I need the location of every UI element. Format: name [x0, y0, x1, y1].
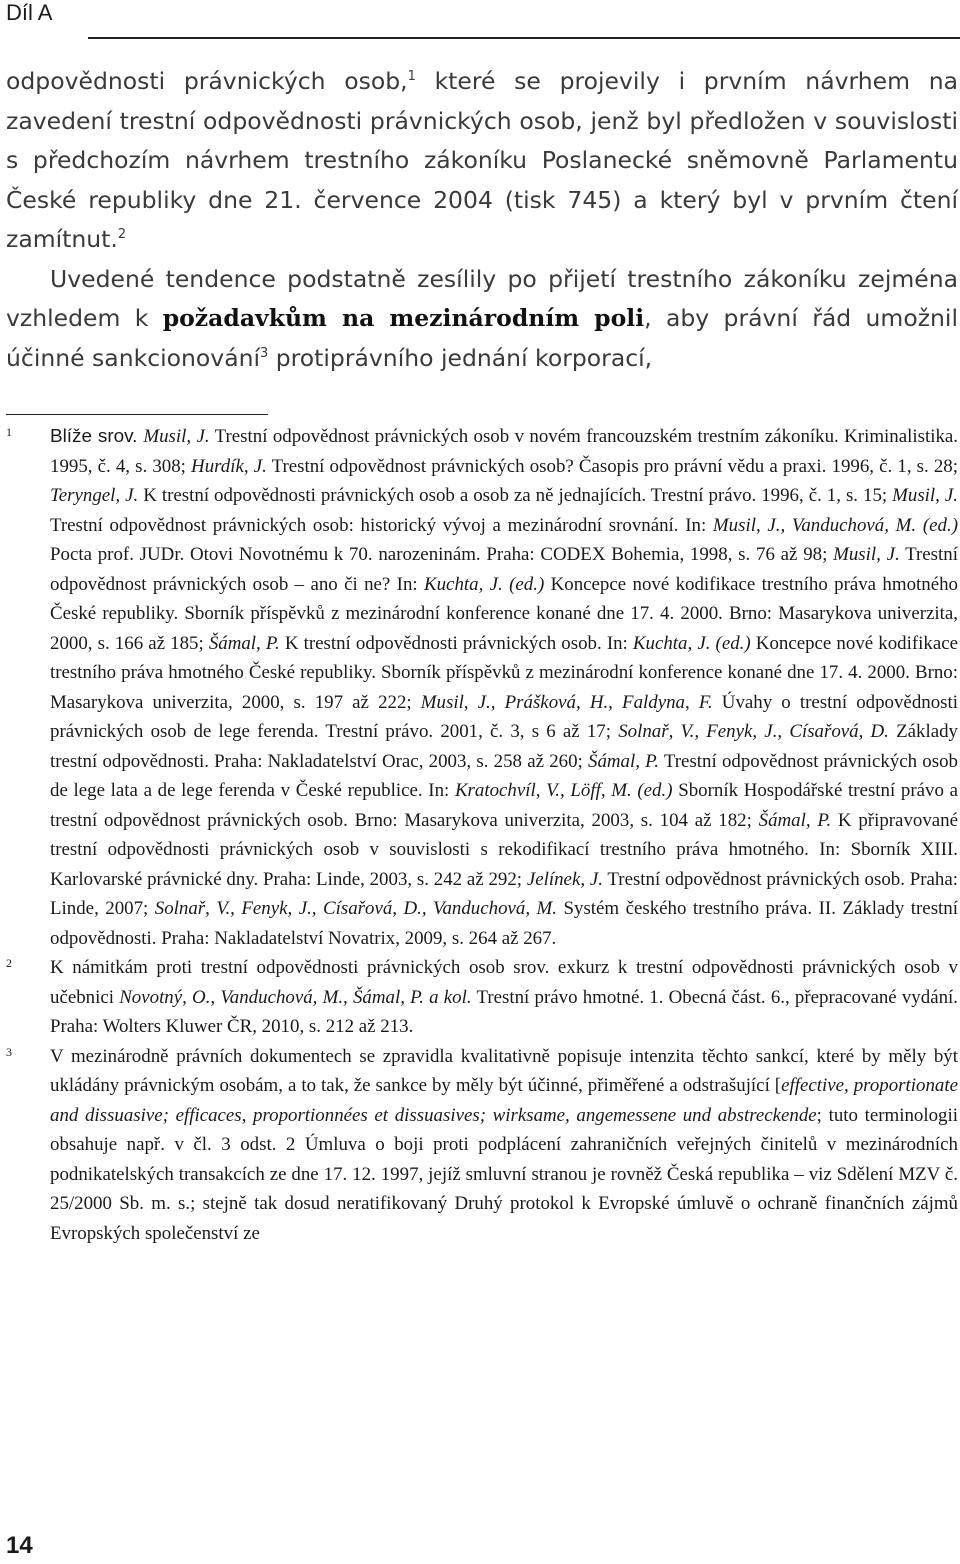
page-number: 14 — [6, 1532, 33, 1559]
section-header: Díl A — [6, 0, 53, 25]
footnote-text — [50, 1042, 958, 1249]
footnote-segment: Trestní právo hmotné. 1. Obecná část. 6., přepracované vydání. Praha: Wolters Kluwer ČR, 2010, s. 212 až 213. — [50, 986, 959, 1037]
footnote-ref-2[interactable]: 2 — [117, 227, 127, 243]
citation-author: Musil, J., Vanduchová, M. (ed.) — [712, 514, 958, 536]
footnote-text — [50, 422, 958, 953]
footnote-2 — [6, 953, 959, 1042]
footnote-segment: Koncepce nové kodifikace trestního práva hmotného České republiky. Sborník příspěvků z mezinárodní konference konané dne 17. 4. 2000. Brno: Masarykova univerzita, 2000, s. 197 až 222; — [50, 632, 958, 713]
footnote-segment: K trestní odpovědnosti právnických osob. In: — [279, 632, 633, 654]
footnote-segment: V mezinárodně právních dokumentech se zpravidla kvalitativně popisuje intenzita těchto sankcí, které by měly být ukládány právnickým osobám, a to tak, že sankce by měly být účinné, přiměřené a odstrašující [ — [50, 1045, 958, 1096]
paragraph-1: odpovědnosti právnických osob,$^1$ které se projevily i prvním návrhem na zavedení trestní odpovědnosti právnických osob, jenž byl předložen v souvislosti s předchozím návrhem trestního zákoníku Poslanecké sněmovně Parlamentu České republiky dne 21. července 2004 (tisk 745) a který byl v prvním čtení zamítnut.$^2$ — [6, 67, 958, 253]
citation-author: Musil, J. — [892, 485, 958, 506]
citation-author: Musil, J., Prášková, H., Faldyna, F. — [420, 691, 713, 713]
footnote-segment: Trestní odpovědnost právnických osob? Časopis pro právní vědu a praxi. 1996, č. 1, s. 28; — [266, 455, 958, 477]
footnote-segment: Sborník Hospodářské trestní právo a trestní odpovědnost právnických osob. Brno: Masarykova univerzita, 2003, s. 104 až 182; — [50, 780, 958, 831]
citation-author: Kuchta, J. (ed.) — [632, 632, 751, 654]
main-text — [6, 62, 958, 378]
header-rule — [88, 37, 960, 39]
footnote-segment: Trestní odpovědnost právnických osob. Praha: Linde, 2007; — [50, 868, 958, 919]
footnote-number: 3 — [6, 1044, 12, 1059]
citation-author: Šámal, P. — [758, 809, 832, 831]
footnote-segment: K připravované trestní odpovědnosti právnických osob v souvislosti s rekodifikací trestního práva hmotného. In: Sborník XIII. Karlovarské právnické dny. Praha: Linde, 2003, s. 242 až 292; — [50, 809, 958, 890]
citation-author: Kuchta, J. (ed.) — [424, 573, 545, 595]
footnote-text — [50, 953, 958, 1042]
footnote-segment: Pocta prof. JUDr. Otovi Novotnému k 70. narozeninám. Praha: CODEX Bohemia, 1998, s. 76 až 98; — [50, 544, 834, 565]
citation-author: Hurdík, J. — [191, 455, 267, 477]
citation-author: Solnař, V., Fenyk, J., Císařová, D. — [618, 721, 889, 742]
footnote-1 — [6, 422, 959, 953]
citation-author: Musil, J. — [833, 544, 900, 565]
citation-author: Šámal, P. — [588, 750, 660, 772]
footnote-segment: Trestní odpovědnost právnických osob – ano či ne? In: — [50, 544, 958, 595]
footnote-segment: Systém českého trestního práva. II. Základy trestní odpovědnosti. Praha: Nakladatelství Novatrix, 2009, s. 264 až 267. — [50, 898, 958, 949]
footnote-segment: K trestní odpovědnosti právnických osob a osob za ně jednajících. Trestní právo. 1996, č. 1, s. 15; — [138, 485, 893, 506]
footnote-segment: Základy trestní odpovědnosti. Praha: Nakladatelství Orac, 2003, s. 258 až 260; — [50, 721, 958, 772]
footnote-number: 2 — [6, 956, 12, 970]
citation-author: Novotný, O., Vanduchová, M., Šámal, P. a kol. — [119, 986, 472, 1008]
citation-author: Teryngel, J. — [50, 485, 139, 506]
footnote-segment: Trestní odpovědnost právnických osob: historický vývoj a mezinárodní srovnání. In: — [50, 514, 713, 536]
citation-author: Kratochvíl, V., Lӧff, M. (ed.) — [454, 780, 673, 801]
citation-author: Šámal, P. — [208, 632, 280, 654]
footnote-ref-3[interactable]: 3 — [260, 345, 269, 361]
citation-author: effective, proportionate and dissuasive; efficaces, proportionnées et dissuasives; wirksame, angemessene und abstreckende — [50, 1075, 958, 1126]
citation-author: Solnař, V., Fenyk, J., Císařová, D., Vanduchová, M. — [154, 898, 558, 919]
footnote-separator — [6, 414, 268, 415]
citation-author: Jelínek, J. — [526, 868, 603, 890]
footnote-segment: K námitkám proti trestní odpovědnosti právnických osob srov. exkurz k trestní odpovědnosti právnických osob v učebnici — [50, 957, 958, 1008]
footnote-segment: Trestní odpovědnost právnických osob de lege lata a de lege ferenda v České republice. In: — [50, 750, 958, 801]
paragraph-2: Uvedené tendence podstatně zesílily po přijetí trestního zákoníku zejména vzhledem k požadavkům na mezinárodním poli, aby právní řád umožnil účinné sankcionování$^3$ protiprávního jednání korporací, — [6, 264, 958, 372]
footnote-segment: Koncepce nové kodifikace trestního práva hmotného České republiky. Sborník příspěvků z mezinárodní konference konané dne 17. 4. 2000. Brno: Masarykova univerzita, 2000, s. 166 až 185; — [50, 573, 958, 654]
bold-emphasis: požadavkům na mezinárodním poli — [162, 304, 645, 332]
footnote-segment: ; tuto terminologii obsahuje např. v čl. 3 odst. 2 Úmluva o boji proti podplácení zahraničních veřejných činitelů v mezinárodních podnikatelských transakcích ze dne 17. 12. 1997, jejíž smluvní stranou je rovněž Česká republika – viz Sdělení MZV č. 25/2000 Sb. m. s.; stejně tak dosud neratifikovaný Druhý protokol k Evropské úmluvě o ochraně finančních zájmů Evropských společenství ze — [50, 1104, 958, 1244]
footnote-segment: Úvahy o trestní odpovědnosti právnických osob de lege ferenda. Trestní právo. 2001, č. 3, s 6 až 17; — [50, 691, 959, 742]
footnote-segment: Blíže srov. — [50, 426, 144, 447]
footnote-3 — [6, 1042, 958, 1249]
footnote-segment: Trestní odpovědnost právnických osob v novém francouzském trestním zákoníku. Kriminalistika. 1995, č. 4, s. 308; — [50, 426, 958, 477]
footnote-ref-1[interactable]: 1 — [407, 69, 416, 85]
footnote-number: 1 — [6, 425, 12, 439]
footnotes — [6, 422, 959, 1248]
citation-author: Musil, J. — [143, 426, 210, 447]
